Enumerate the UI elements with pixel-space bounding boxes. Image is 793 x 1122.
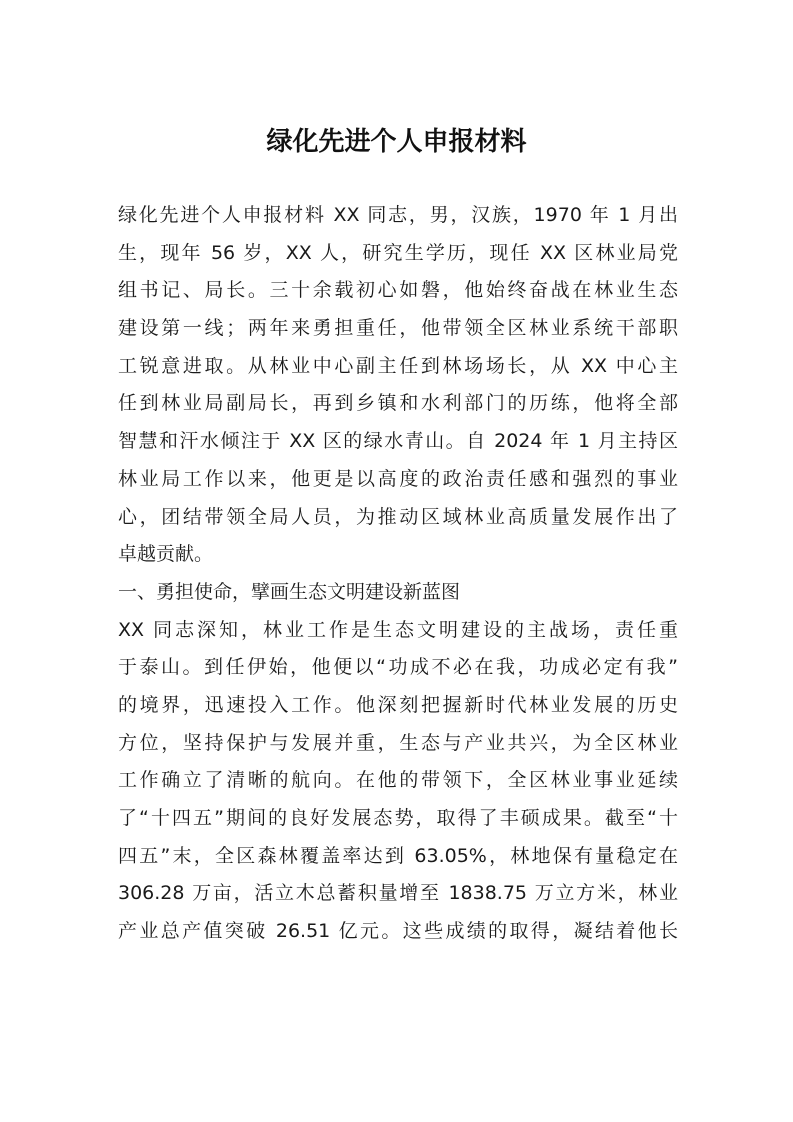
body-line: 了“十四五”期间的良好发展态势，取得了丰硕成果。截至“十 (118, 807, 678, 829)
body-line: 方位，坚持保护与发展并重，生态与产业共兴，为全区林业 (118, 731, 678, 754)
body-line: 生，现年 56 岁，XX 人，研究生学历，现任 XX 区林业局党 (118, 241, 678, 264)
body-line: 绿化先进个人申报材料 XX 同志，男，汉族，1970 年 1 月出 (118, 204, 678, 226)
document-body (118, 197, 678, 951)
body-line: 的境界，迅速投入工作。他深刻把握新时代林业发展的历史 (118, 693, 678, 716)
body-line: 四五”末，全区森林覆盖率达到 63.05%，林地保有量稳定在 (118, 844, 678, 867)
body-line: 心，团结带领全局人员，为推动区域林业高质量发展作出了 (118, 505, 678, 528)
body-line: 组书记、局长。三十余载初心如磐，他始终奋战在林业生态 (118, 279, 678, 302)
body-line: 智慧和汗水倾注于 XX 区的绿水青山。自 2024 年 1 月主持区 (118, 430, 678, 453)
body-line: 卓越贡献。 (118, 543, 214, 566)
body-line: 工锐意进取。从林业中心副主任到林场场长，从 XX 中心主 (118, 354, 678, 377)
body-line: 林业局工作以来，他更是以高度的政治责任感和强烈的事业 (118, 467, 678, 490)
body-line: 于泰山。到任伊始，他便以“功成不必在我，功成必定有我” (118, 656, 678, 679)
body-line: 工作确立了清晰的航向。在他的带领下，全区林业事业延续 (118, 769, 678, 792)
section-heading: 一、勇担使命，擘画生态文明建设新蓝图 (118, 580, 461, 603)
body-line: 任到林业局副局长，再到乡镇和水利部门的历练，他将全部 (118, 392, 678, 415)
body-line: XX 同志深知，林业工作是生态文明建设的主战场，责任重 (118, 618, 678, 641)
body-line: 建设第一线；两年来勇担重任，他带领全区林业系统干部职 (118, 317, 678, 340)
body-line: 产业总产值突破 26.51 亿元。这些成绩的取得，凝结着他长 (118, 920, 678, 943)
body-line: 306.28 万亩，活立木总蓄积量增至 1838.75 万立方米，林业 (118, 882, 678, 905)
document-title: 绿化先进个人申报材料 (266, 127, 527, 157)
